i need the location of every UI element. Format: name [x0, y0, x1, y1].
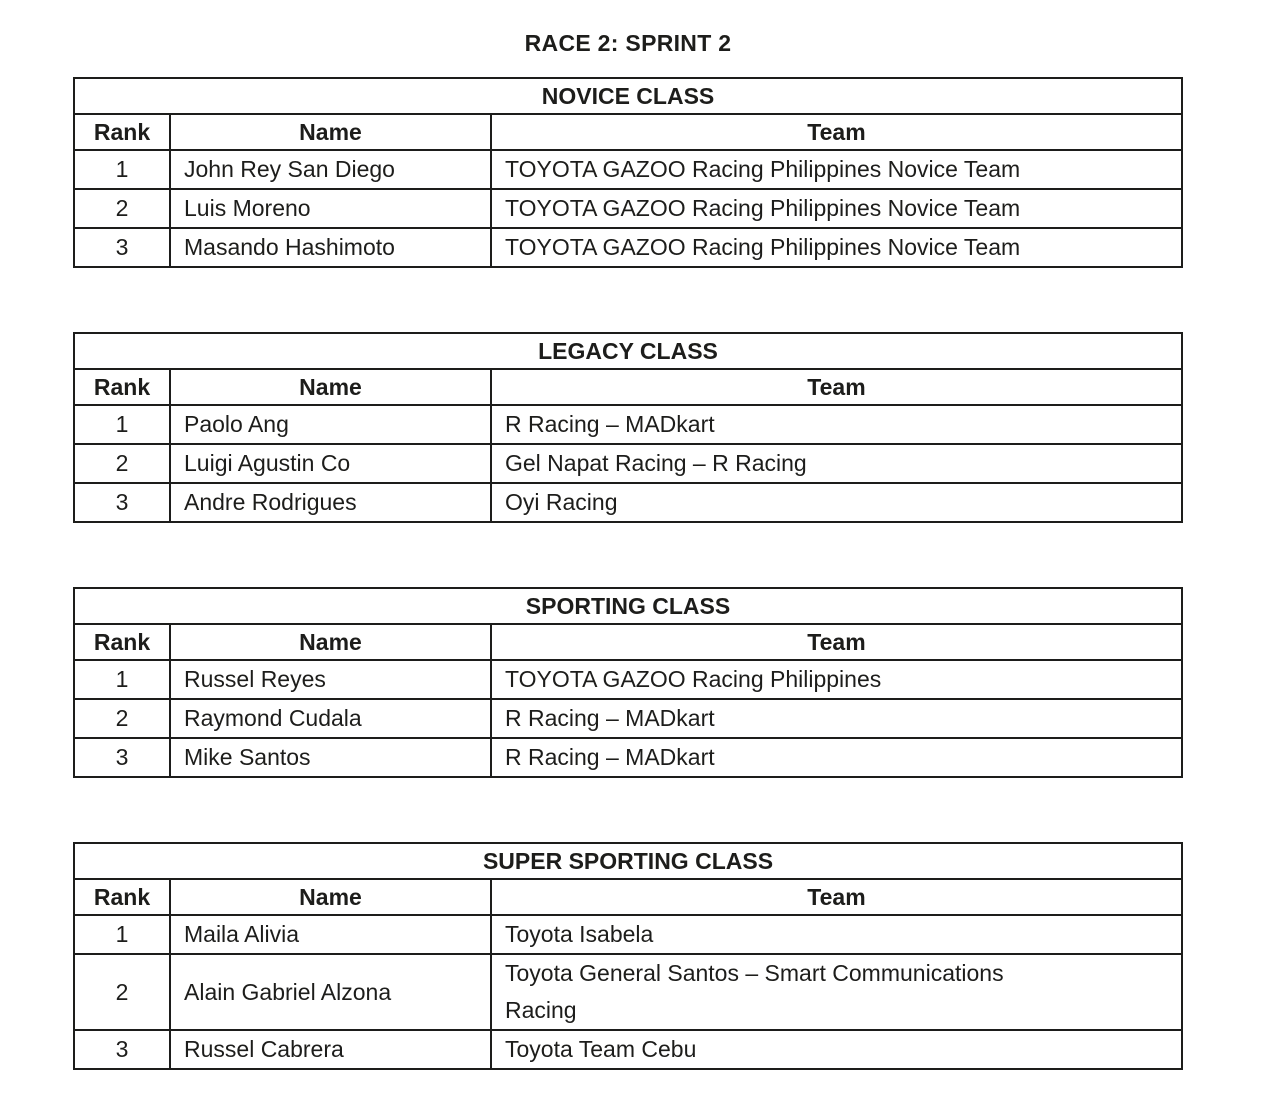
rank-cell: 2: [74, 699, 170, 738]
column-header-rank: Rank: [74, 369, 170, 405]
column-header-row: [74, 624, 1182, 660]
name-cell: Andre Rodrigues: [170, 483, 491, 522]
class-header: SUPER SPORTING CLASS: [74, 843, 1182, 879]
team-cell: Toyota Isabela: [491, 915, 1182, 954]
team-cell: Toyota Team Cebu: [491, 1030, 1182, 1069]
table-row: [74, 483, 1182, 522]
document-page: [73, 0, 1183, 1070]
column-header-team: Team: [491, 624, 1182, 660]
sporting-class-table: [73, 587, 1183, 778]
team-cell: [491, 954, 1182, 1030]
team-cell: Oyi Racing: [491, 483, 1182, 522]
table-row: [74, 405, 1182, 444]
team-cell: R Racing – MADkart: [491, 699, 1182, 738]
name-cell: Maila Alivia: [170, 915, 491, 954]
rank-cell: 1: [74, 915, 170, 954]
table-row: [74, 660, 1182, 699]
class-header-row: [74, 588, 1182, 624]
column-header-rank: Rank: [74, 624, 170, 660]
table-row: [74, 444, 1182, 483]
team-text: Toyota General Santos – Smart Communications Racing: [505, 960, 1004, 1023]
rank-cell: 3: [74, 483, 170, 522]
column-header-team: Team: [491, 879, 1182, 915]
column-header-name: Name: [170, 624, 491, 660]
team-cell: TOYOTA GAZOO Racing Philippines: [491, 660, 1182, 699]
table-row: [74, 1030, 1182, 1069]
legacy-class-table: [73, 332, 1183, 523]
rank-cell: 1: [74, 405, 170, 444]
class-header-row: [74, 843, 1182, 879]
column-header-name: Name: [170, 114, 491, 150]
column-header-rank: Rank: [74, 879, 170, 915]
name-cell: Mike Santos: [170, 738, 491, 777]
rank-cell: 2: [74, 189, 170, 228]
name-cell: Paolo Ang: [170, 405, 491, 444]
rank-cell: 1: [74, 660, 170, 699]
team-cell: TOYOTA GAZOO Racing Philippines Novice Team: [491, 150, 1182, 189]
page-title: RACE 2: SPRINT 2: [524, 30, 732, 56]
class-header: NOVICE CLASS: [74, 78, 1182, 114]
column-header-team: Team: [491, 114, 1182, 150]
table-row: [74, 915, 1182, 954]
rank-cell: 2: [74, 444, 170, 483]
column-header-rank: Rank: [74, 114, 170, 150]
class-header-row: [74, 333, 1182, 369]
table-row: [74, 189, 1182, 228]
class-header: LEGACY CLASS: [74, 333, 1182, 369]
rank-cell: 3: [74, 738, 170, 777]
name-cell: Masando Hashimoto: [170, 228, 491, 267]
table-row: [74, 699, 1182, 738]
name-cell: John Rey San Diego: [170, 150, 491, 189]
team-cell: R Racing – MADkart: [491, 405, 1182, 444]
rank-cell: 1: [74, 150, 170, 189]
team-cell: TOYOTA GAZOO Racing Philippines Novice Team: [491, 189, 1182, 228]
column-header-row: [74, 114, 1182, 150]
table-row: [74, 228, 1182, 267]
rank-cell: 3: [74, 1030, 170, 1069]
name-cell: Luis Moreno: [170, 189, 491, 228]
column-header-name: Name: [170, 879, 491, 915]
rank-cell: 2: [74, 954, 170, 1030]
team-cell: Gel Napat Racing – R Racing: [491, 444, 1182, 483]
table-row: [74, 150, 1182, 189]
table-row: [74, 738, 1182, 777]
name-cell: Raymond Cudala: [170, 699, 491, 738]
name-cell: Alain Gabriel Alzona: [170, 954, 491, 1030]
team-cell: R Racing – MADkart: [491, 738, 1182, 777]
novice-class-table: [73, 77, 1183, 268]
column-header-name: Name: [170, 369, 491, 405]
name-cell: Luigi Agustin Co: [170, 444, 491, 483]
class-header-row: [74, 78, 1182, 114]
name-cell: Russel Reyes: [170, 660, 491, 699]
table-row: [74, 954, 1182, 1030]
name-cell: Russel Cabrera: [170, 1030, 491, 1069]
column-header-team: Team: [491, 369, 1182, 405]
super-sporting-class-table: [73, 842, 1183, 1070]
column-header-row: [74, 369, 1182, 405]
column-header-row: [74, 879, 1182, 915]
team-cell: TOYOTA GAZOO Racing Philippines Novice Team: [491, 228, 1182, 267]
rank-cell: 3: [74, 228, 170, 267]
class-header: SPORTING CLASS: [74, 588, 1182, 624]
